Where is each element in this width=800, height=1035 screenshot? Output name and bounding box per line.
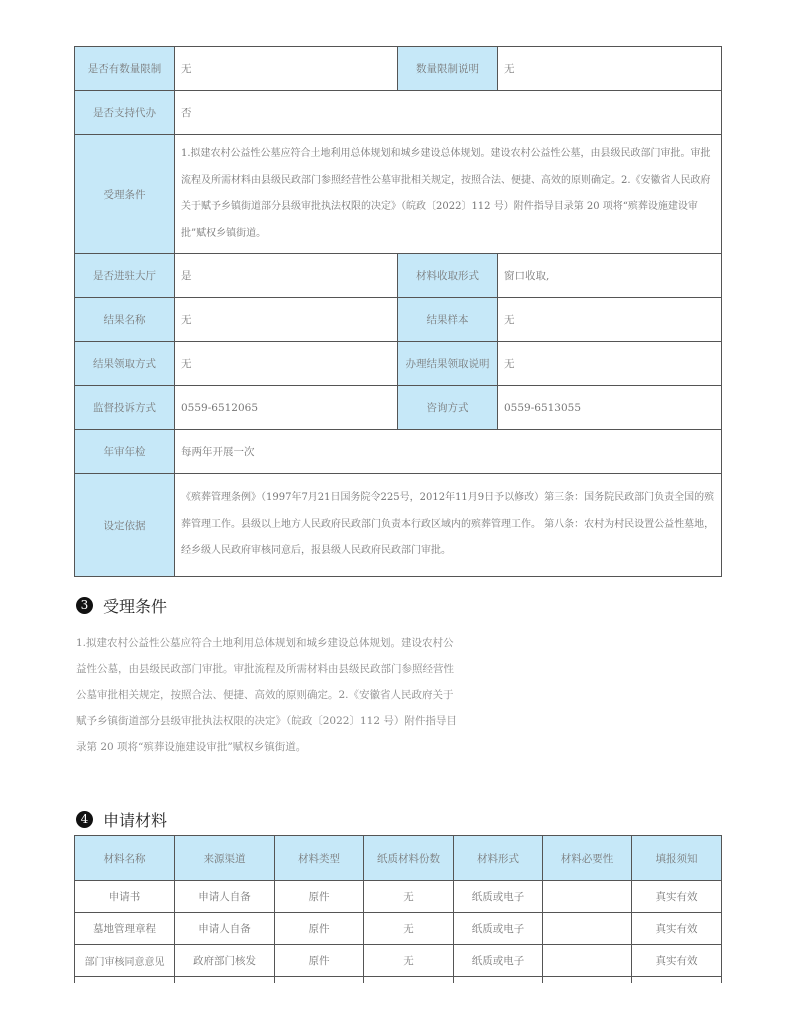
material-collect-value: 窗口收取, [498,254,722,298]
material-copies: 无 [364,945,454,977]
acceptance-value: 1.拟建农村公益性公墓应符合土地利用总体规划和城乡建设总体规划。建设农村公益性公墓，由县级民政部门审批。审批流程及所需材料由县级民政部门参照经营性公墓审批相关规定，按照合法、便捷、高效的原则确定。2.《安徽省人民政府关于赋予乡镇街道部分县级审批执法权限的决定》（皖政〔2022〕112 号）附件指导目录第 20 项将“殡葬设施建设审批”赋权乡镇街道。 [175,135,722,254]
materials-table [74,835,722,983]
section-title: 受理条件 [103,597,168,616]
table-row [75,386,722,430]
basis-value: 《殡葬管理条例》（1997年7月21日国务院令225号，2012年11月9日予以修改）第三条：国务院民政部门负责全国的殡葬管理工作。县级以上地方人民政府民政部门负责本行政区域内的殡葬管理工作。 第八条：农村为村民设置公益性墓地，经乡级人民政府审核同意后，报县级人民政府民政部门审批。 [175,474,722,577]
result-sample-value: 无 [498,298,722,342]
table-row [75,342,722,386]
table-row [75,945,722,977]
material-copies: 无 [364,881,454,913]
material-source: 申请人自备 [175,881,275,913]
table-row [75,254,722,298]
annual-label: 年审年检 [75,430,175,474]
result-name-label: 结果名称 [75,298,175,342]
material-form: 纸质或电子 [454,881,543,913]
material-source: 申请人自备 [175,913,275,945]
result-name-value: 无 [175,298,398,342]
column-header: 材料类型 [275,836,364,881]
material-notes: 真实有效 [632,945,722,977]
result-pickup-label: 结果领取方式 [75,342,175,386]
table-row [75,430,722,474]
result-sample-label: 结果样本 [398,298,498,342]
material-necessity [543,881,632,913]
quantity-limit-label: 是否有数量限制 [75,47,175,91]
material-name: 部门审核同意意见 [75,945,175,977]
section-heading-acceptance [76,594,167,617]
material-necessity [543,945,632,977]
section-title: 申请材料 [103,811,168,830]
proxy-label: 是否支持代办 [75,91,175,135]
section-number-icon: 4 [76,811,93,828]
quantity-limit-desc-label: 数量限制说明 [398,47,498,91]
section-heading-materials [76,808,167,831]
material-source: 政府部门核发 [175,945,275,977]
section-number-icon: 3 [76,597,93,614]
material-notes: 真实有效 [632,881,722,913]
table-header-row [75,836,722,881]
acceptance-label: 受理条件 [75,135,175,254]
quantity-limit-desc-value: 无 [498,47,722,91]
material-notes: 真实有效 [632,913,722,945]
result-pickup-desc-value: 无 [498,342,722,386]
annual-value: 每两年开展一次 [175,430,722,474]
material-form: 纸质或电子 [454,913,543,945]
table-row [75,47,722,91]
material-copies: 无 [364,913,454,945]
material-type: 原件 [275,913,364,945]
material-necessity [543,913,632,945]
complaint-label: 监督投诉方式 [75,386,175,430]
table-row [75,474,722,577]
result-pickup-value: 无 [175,342,398,386]
table-row [75,298,722,342]
material-form: 纸质或电子 [454,945,543,977]
complaint-value: 0559-6512065 [175,386,398,430]
table-row [75,913,722,945]
service-info-table [74,46,722,577]
material-type: 原件 [275,945,364,977]
table-row [75,135,722,254]
table-row [75,881,722,913]
hall-value: 是 [175,254,398,298]
table-row [75,91,722,135]
proxy-value: 否 [175,91,722,135]
column-header: 纸质材料份数 [364,836,454,881]
table-row-cutoff [75,977,722,984]
material-name: 申请书 [75,881,175,913]
material-type: 原件 [275,881,364,913]
result-pickup-desc-label: 办理结果领取说明 [398,342,498,386]
column-header: 材料必要性 [543,836,632,881]
consult-label: 咨询方式 [398,386,498,430]
material-name: 墓地管理章程 [75,913,175,945]
column-header: 材料形式 [454,836,543,881]
column-header: 填报须知 [632,836,722,881]
consult-value: 0559-6513055 [498,386,722,430]
basis-label: 设定依据 [75,474,175,577]
column-header: 来源渠道 [175,836,275,881]
quantity-limit-value: 无 [175,47,398,91]
material-collect-label: 材料收取形式 [398,254,498,298]
hall-label: 是否进驻大厅 [75,254,175,298]
acceptance-paragraph: 1.拟建农村公益性公墓应符合土地利用总体规划和城乡建设总体规划。建设农村公益性公墓，由县级民政部门审批。审批流程及所需材料由县级民政部门参照经营性公墓审批相关规定，按照合法、便捷、高效的原则确定。2.《安徽省人民政府关于赋予乡镇街道部分县级审批执法权限的决定》（皖政〔2022〕112 号）附件指导目录第 20 项将“殡葬设施建设审批”赋权乡镇街道。 [76,637,457,753]
column-header: 材料名称 [75,836,175,881]
